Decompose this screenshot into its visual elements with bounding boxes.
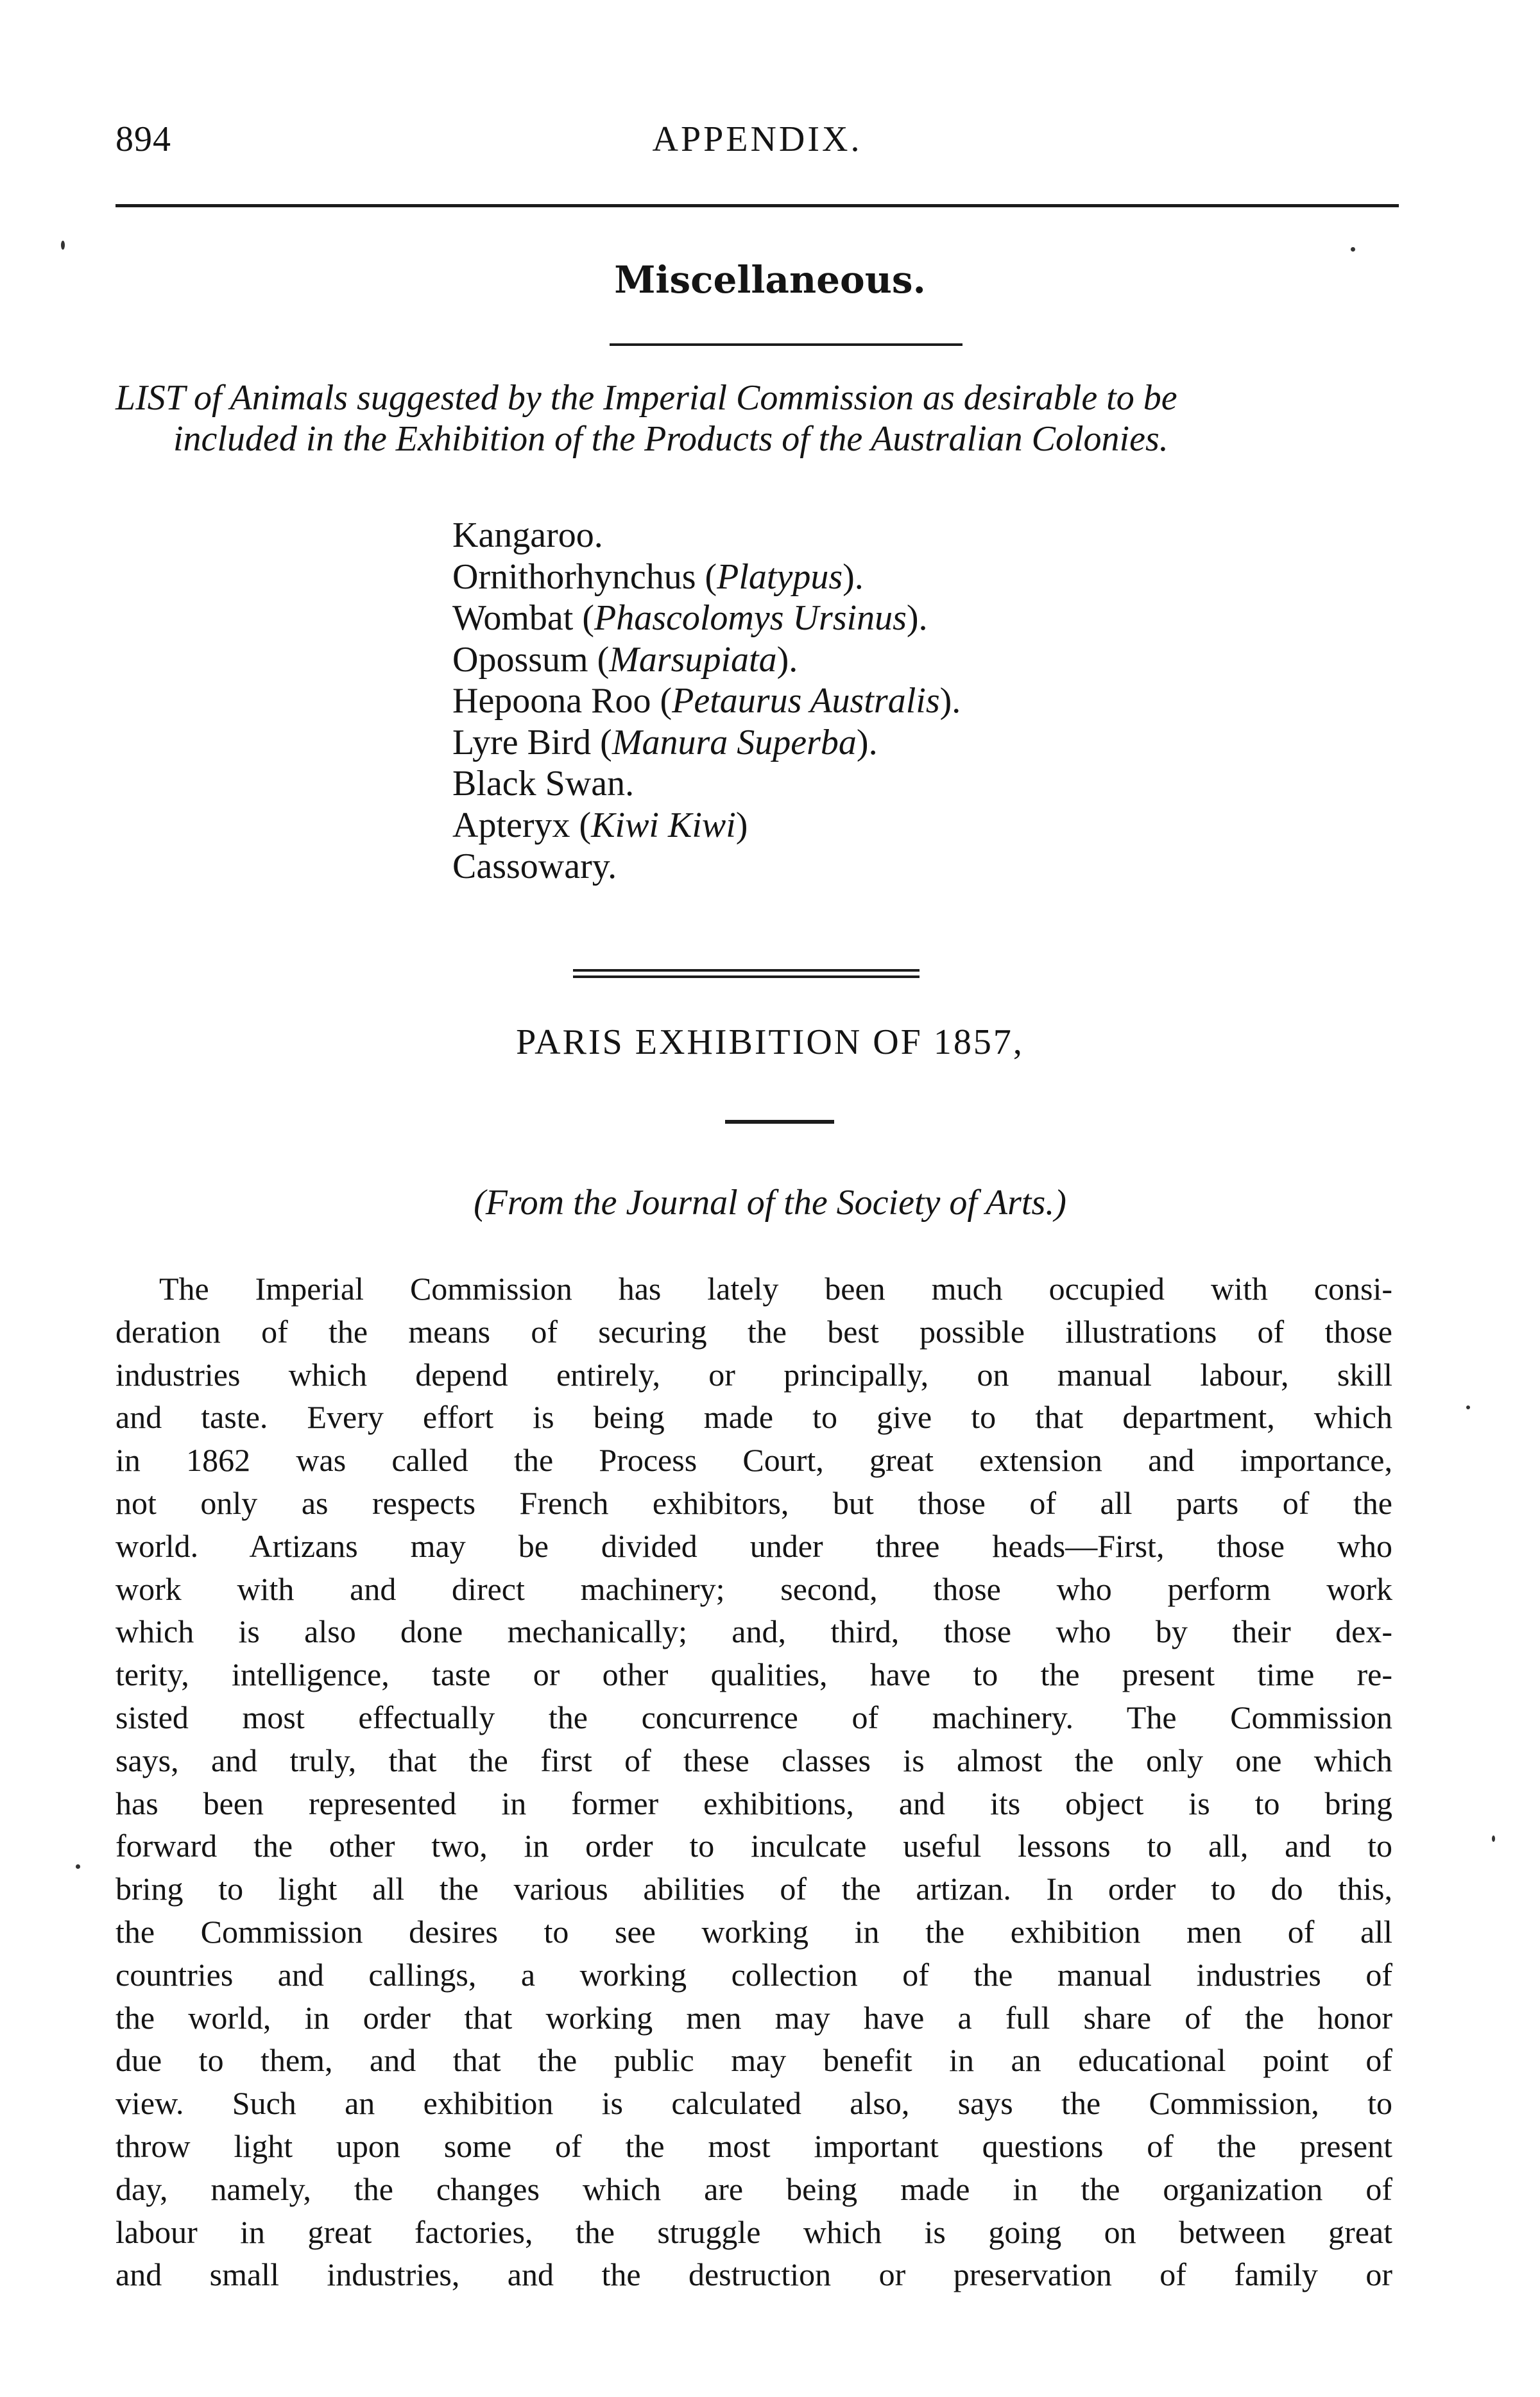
animal-name: Lyre Bird ( — [452, 722, 612, 762]
animal-name: Cassowary. — [452, 846, 617, 886]
text-line: terity, intelligence, taste or other qualities, have to the present time re- — [116, 1656, 1392, 1693]
animal-name: Hepoona Roo ( — [452, 681, 672, 721]
print-speck — [76, 1864, 80, 1869]
body-paragraph — [116, 1267, 1392, 2296]
item-end: ). — [906, 598, 928, 638]
latin-name: Manura Superba — [612, 722, 857, 762]
list-item — [452, 846, 961, 888]
list-heading-lead: LIST — [116, 378, 185, 418]
text-line: due to them, and that the public may benefit in an educational point of — [116, 2042, 1392, 2079]
text-line: labour in great factories, the struggle which is going on between great — [116, 2213, 1392, 2250]
text-line: industries which depend entirely, or principally, on manual labour, skill — [116, 1356, 1392, 1393]
text-line: the Commission desires to see working in the exhibition men of all — [116, 1913, 1392, 1950]
animal-name: Opossum ( — [452, 639, 610, 680]
list-item — [452, 597, 961, 639]
text-line: day, namely, the changes which are being made in the organization of — [116, 2170, 1392, 2207]
text-line: The Imperial Commission has lately been much occupied with consi- — [159, 1271, 1392, 1307]
running-title: APPENDIX. — [652, 119, 862, 159]
text-line: world. Artizans may be divided under three heads—First, those who — [116, 1527, 1392, 1564]
section-title: Miscellaneous. — [614, 258, 926, 302]
animal-name: Ornithorhynchus ( — [452, 556, 717, 597]
print-speck — [1492, 1835, 1495, 1842]
text-line: deration of the means of securing the best possible illustrations of those — [116, 1313, 1392, 1350]
text-line: and taste. Every effort is being made to give to that department, which — [116, 1399, 1392, 1436]
section-rule — [610, 343, 963, 346]
item-end: ). — [843, 556, 864, 597]
animal-name: Wombat ( — [452, 598, 594, 638]
running-head — [116, 119, 1399, 164]
list-heading — [116, 377, 1399, 460]
source-note: (From the Journal of the Society of Arts.) — [474, 1183, 1066, 1223]
exhibition-title: PARIS EXHIBITION OF 1857, — [516, 1022, 1024, 1062]
text-line: view. Such an exhibition is calculated also, says the Commission, to — [116, 2085, 1392, 2122]
text-line: bring to light all the various abilities of the artizan. In order to do this, — [116, 1871, 1392, 1907]
text-line: in 1862 was called the Process Court, great extension and importance, — [116, 1442, 1392, 1479]
print-speck — [61, 241, 65, 250]
text-line: and small industries, and the destruction or preservation of family or — [116, 2256, 1392, 2293]
list-heading-line-1 — [116, 377, 1399, 418]
animal-name: Black Swan. — [452, 764, 635, 803]
text-line: countries and callings, a working collection of the manual industries of — [116, 1956, 1392, 1993]
latin-name: Marsupiata — [609, 639, 777, 680]
print-speck — [1466, 1405, 1470, 1409]
list-item — [452, 556, 961, 598]
list-item — [452, 680, 961, 722]
latin-name: Petaurus Australis — [672, 681, 940, 721]
item-end: ) — [735, 805, 748, 845]
latin-name: Kiwi Kiwi — [591, 805, 736, 845]
list-item — [452, 515, 961, 556]
item-end: ). — [776, 639, 798, 680]
item-end: ). — [939, 681, 961, 721]
text-line: which is also done mechanically; and, third, those who by their dex- — [116, 1613, 1392, 1650]
animal-name: Apteryx ( — [452, 805, 592, 845]
text-line: sisted most effectually the concurrence of machinery. The Commission — [116, 1699, 1392, 1735]
list-item — [452, 722, 961, 764]
text-line: has been represented in former exhibitions, and its object is to bring — [116, 1785, 1392, 1821]
animal-name: Kangaroo. — [452, 515, 603, 555]
text-line: says, and truly, that the first of these classes is almost the only one which — [116, 1742, 1392, 1778]
animal-list — [452, 515, 961, 888]
latin-name: Platypus — [717, 556, 843, 597]
list-heading-rest: of Animals suggested by the Imperial Commission as desirable to be — [184, 378, 1177, 418]
text-line: throw light upon some of the most important questions of the present — [116, 2127, 1392, 2164]
list-heading-line-2: included in the Exhibition of the Products of the Australian Colonies. — [173, 419, 1168, 459]
latin-name: Phascolomys Ursinus — [594, 598, 907, 638]
double-rule-divider — [573, 969, 920, 978]
text-line: forward the other two, in order to inculcate useful lessons to all, and to — [116, 1828, 1392, 1864]
text-line: work with and direct machinery; second, those who perform work — [116, 1570, 1392, 1607]
list-item — [452, 763, 961, 805]
list-item — [452, 805, 961, 846]
exhibition-rule — [725, 1120, 834, 1124]
print-speck — [1351, 247, 1355, 252]
page-number: 894 — [116, 119, 171, 159]
text-line: the world, in order that working men may have a full share of the honor — [116, 1999, 1392, 2036]
list-item — [452, 639, 961, 681]
item-end: ). — [856, 722, 878, 762]
header-rule — [116, 204, 1399, 207]
text-line: not only as respects French exhibitors, but those of all parts of the — [116, 1484, 1392, 1521]
